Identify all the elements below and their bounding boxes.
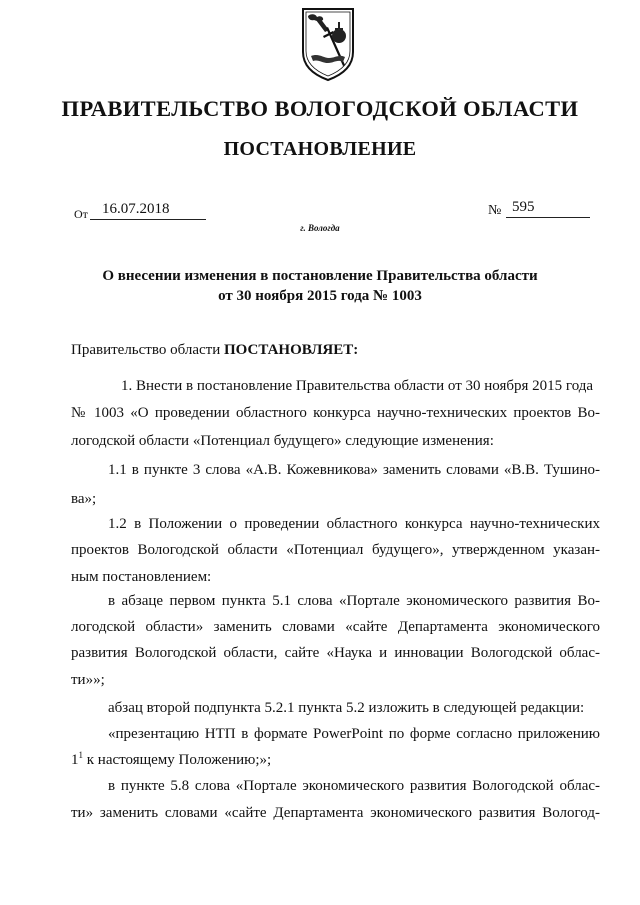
body-line: ным постановлением: (71, 569, 212, 585)
body-line: ти»»; (71, 672, 105, 688)
subject-line-2: от 30 ноября 2015 года № 1003 (218, 288, 422, 304)
subject-line-1: О внесении изменения в постановление Правительства области (102, 268, 538, 284)
body-line: развития Вологодской области, сайте «Наука и инновации Вологодской облас- (71, 645, 600, 661)
body-line: в абзаце первом пункта 5.1 слова «Портале экономического развития Во- (108, 593, 600, 609)
body-line: в пункте 5.8 слова «Портале экономического развития Вологодской облас- (108, 778, 600, 794)
government-title: ПРАВИТЕЛЬСТВО ВОЛОГОДСКОЙ ОБЛАСТИ (61, 96, 579, 121)
body-line: абзац второй подпункта 5.2.1 пункта 5.2 изложить в следующей редакции: (108, 700, 585, 716)
body-line (71, 752, 271, 769)
body-line: 1. Внести в постановление Правительства области от 30 ноября 2015 года (121, 378, 594, 394)
body-line: «презентацию НТП в формате PowerPoint по форме согласно приложению (108, 726, 600, 742)
appendix-number: 1 (71, 752, 79, 768)
decree-keyword: ПОСТАНОВЛЯЕТ: (223, 342, 359, 358)
body-line: 1.2 в Положении о проведении областного конкурса научно-технических (108, 516, 600, 532)
appendix-text: к настоящему Положению;»; (86, 752, 272, 768)
city-label: г. Вологда (300, 223, 340, 233)
decree-prefix: Правительство области (71, 342, 224, 358)
body-line: логодской области «Потенциал будущего» следующие изменения: (71, 433, 494, 449)
body-line: проектов Вологодской области «Потенциал будущего», утвержденном указан- (71, 542, 600, 558)
date-label: От (74, 207, 88, 221)
document-number: 595 (512, 199, 535, 215)
document-type: ПОСТАНОВЛЕНИЕ (223, 138, 417, 160)
body-line: логодской области» заменить словами «сайте Департамента экономического (71, 619, 600, 635)
body-line: ва»; (71, 491, 97, 507)
document-date: 16.07.2018 (102, 201, 170, 217)
document-body (71, 0, 600, 905)
body-line: ти» заменить словами «сайте Департамента экономического развития Вологод- (71, 805, 600, 821)
number-label: № (488, 203, 502, 218)
appendix-superscript: 1 (78, 750, 83, 760)
body-line: 1.1 в пункте 3 слова «А.В. Кожевникова» заменить словами «В.В. Тушино- (108, 462, 600, 478)
body-line: № 1003 «О проведении областного конкурса научно-технических проектов Во- (71, 405, 600, 421)
